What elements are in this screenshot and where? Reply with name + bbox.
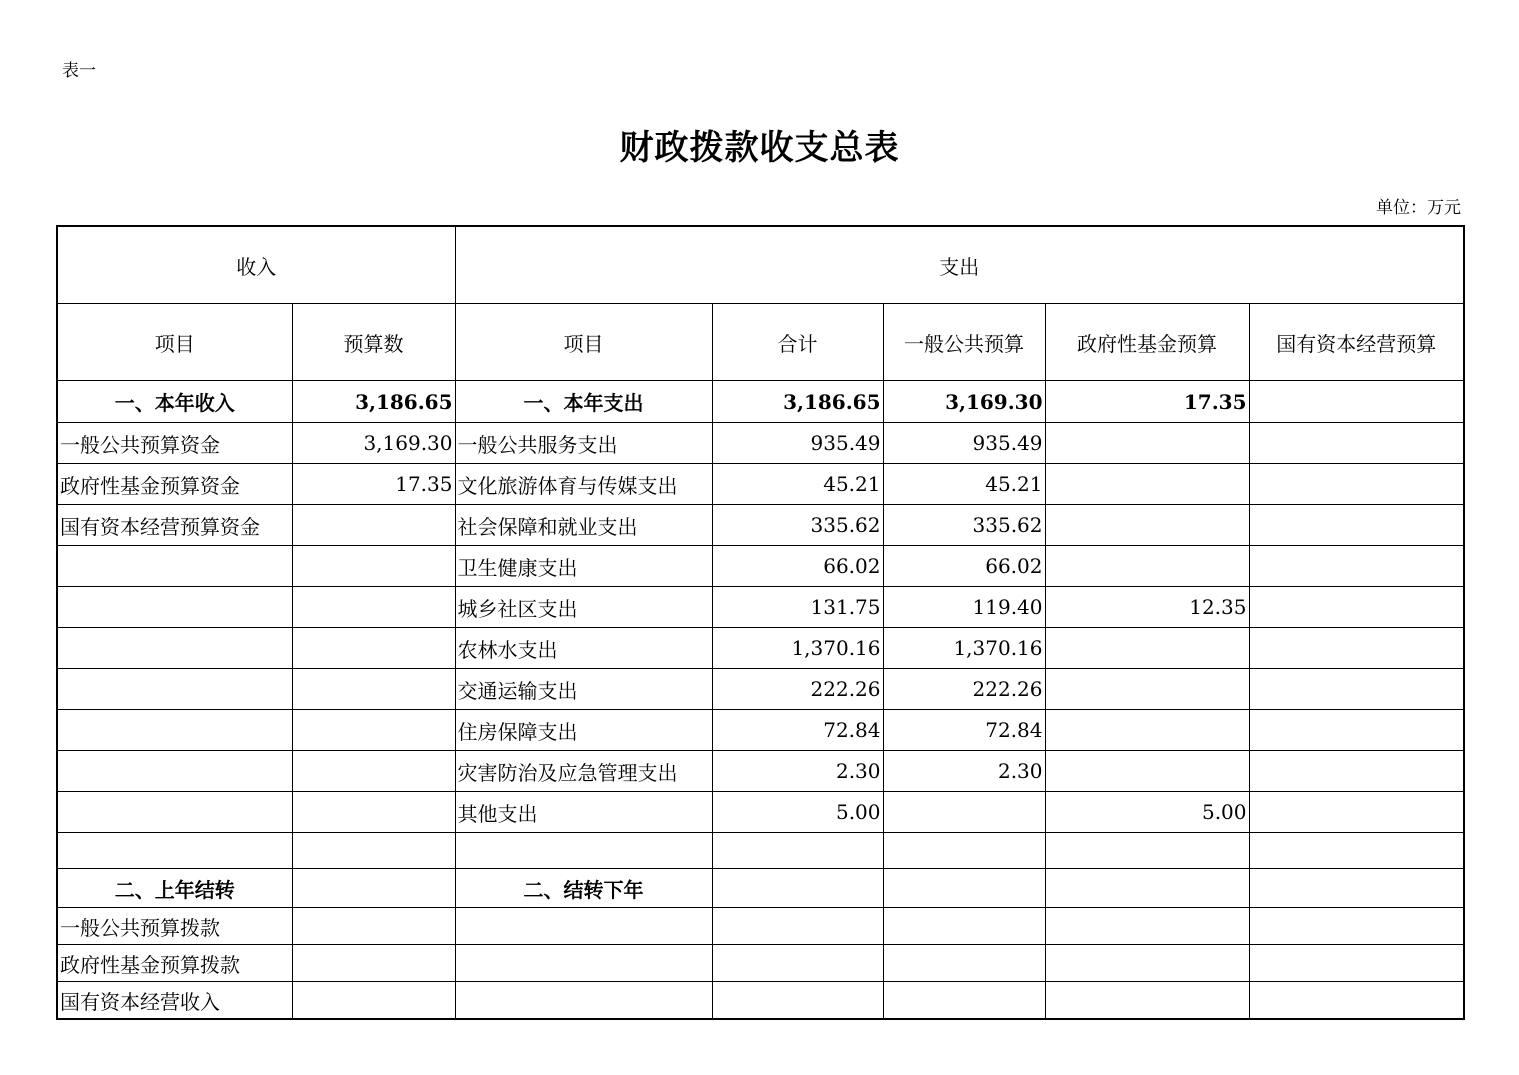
expense-capital: [1249, 423, 1464, 464]
table-row: [57, 792, 1464, 833]
expense-capital: [1249, 710, 1464, 751]
table-row: [57, 628, 1464, 669]
expense-general: 1,370.16: [883, 628, 1045, 669]
blank-cell: [712, 982, 883, 1020]
income-section-header: 收入: [57, 226, 455, 304]
carryover-item: 国有资本经营收入: [57, 982, 292, 1020]
general-budget-header: 一般公共预算: [883, 304, 1045, 381]
table-row: [57, 587, 1464, 628]
income-value: [292, 628, 455, 669]
current-year-fund: 17.35: [1045, 381, 1249, 423]
expense-general: 222.26: [883, 669, 1045, 710]
expense-item: 城乡社区支出: [455, 587, 712, 628]
expense-general: 2.30: [883, 751, 1045, 792]
expense-total: 5.00: [712, 792, 883, 833]
blank-cell: [292, 982, 455, 1020]
income-item: [57, 587, 292, 628]
expense-capital: [1249, 628, 1464, 669]
expense-total: 1,370.16: [712, 628, 883, 669]
blank-cell: [712, 908, 883, 945]
expense-fund: [1045, 669, 1249, 710]
blank-cell: [712, 869, 883, 908]
expense-item: 文化旅游体育与传媒支出: [455, 464, 712, 505]
income-value: 3,169.30: [292, 423, 455, 464]
expense-general: 335.62: [883, 505, 1045, 546]
blank-cell: [292, 945, 455, 982]
expense-fund: [1045, 464, 1249, 505]
blank-cell: [712, 833, 883, 869]
expense-total: 335.62: [712, 505, 883, 546]
expense-fund: [1045, 751, 1249, 792]
expense-item: 农林水支出: [455, 628, 712, 669]
current-year-row: [57, 381, 1464, 423]
total-header: 合计: [712, 304, 883, 381]
blank-cell: [292, 833, 455, 869]
income-item-header: 项目: [57, 304, 292, 381]
expense-item: 交通运输支出: [455, 669, 712, 710]
income-value: [292, 792, 455, 833]
blank-cell: [883, 945, 1045, 982]
expense-fund: [1045, 710, 1249, 751]
income-value: [292, 669, 455, 710]
expense-capital: [1249, 792, 1464, 833]
income-item: [57, 792, 292, 833]
income-item: [57, 751, 292, 792]
income-item: [57, 669, 292, 710]
expense-general: 72.84: [883, 710, 1045, 751]
blank-cell: [883, 908, 1045, 945]
fund-budget-header: 政府性基金预算: [1045, 304, 1249, 381]
table-row: [57, 423, 1464, 464]
income-budget-header: 预算数: [292, 304, 455, 381]
expense-fund: 5.00: [1045, 792, 1249, 833]
expense-capital: [1249, 669, 1464, 710]
income-value: [292, 710, 455, 751]
expense-capital: [1249, 546, 1464, 587]
blank-cell: [1249, 833, 1464, 869]
table-row: [57, 669, 1464, 710]
expense-total: 2.30: [712, 751, 883, 792]
current-year-general: 3,169.30: [883, 381, 1045, 423]
blank-cell: [1045, 908, 1249, 945]
expense-general: 66.02: [883, 546, 1045, 587]
expense-capital: [1249, 464, 1464, 505]
expense-capital: [1249, 505, 1464, 546]
blank-cell: [455, 908, 712, 945]
income-item: [57, 628, 292, 669]
income-item: [57, 710, 292, 751]
carryover-income-label: 二、上年结转: [57, 869, 292, 908]
income-value: 17.35: [292, 464, 455, 505]
blank-row: [57, 833, 1464, 869]
expense-item-header: 项目: [455, 304, 712, 381]
current-year-expense-label: 一、本年支出: [455, 381, 712, 423]
expense-item: 卫生健康支出: [455, 546, 712, 587]
carryover-item-row: [57, 982, 1464, 1020]
page-title: 财政拨款收支总表: [619, 128, 900, 168]
blank-cell: [1045, 982, 1249, 1020]
income-item: 政府性基金预算资金: [57, 464, 292, 505]
expense-total: 72.84: [712, 710, 883, 751]
expense-fund: 12.35: [1045, 587, 1249, 628]
expense-total: 222.26: [712, 669, 883, 710]
expense-total: 45.21: [712, 464, 883, 505]
blank-cell: [1045, 945, 1249, 982]
carryover-expense-label: 二、结转下年: [455, 869, 712, 908]
expense-item: 社会保障和就业支出: [455, 505, 712, 546]
carryover-item-row: [57, 908, 1464, 945]
income-value: [292, 751, 455, 792]
expense-item: 灾害防治及应急管理支出: [455, 751, 712, 792]
blank-cell: [455, 945, 712, 982]
blank-cell: [883, 869, 1045, 908]
blank-cell: [1249, 869, 1464, 908]
carryover-item: 一般公共预算拨款: [57, 908, 292, 945]
table-row: [57, 546, 1464, 587]
carryover-row: [57, 869, 1464, 908]
blank-cell: [712, 945, 883, 982]
income-value: [292, 505, 455, 546]
expense-general: 45.21: [883, 464, 1045, 505]
expense-fund: [1045, 423, 1249, 464]
current-year-capital: [1249, 381, 1464, 423]
expense-total: 66.02: [712, 546, 883, 587]
blank-cell: [883, 982, 1045, 1020]
current-year-income-value: 3,186.65: [292, 381, 455, 423]
income-value: [292, 546, 455, 587]
blank-cell: [1249, 908, 1464, 945]
expense-section-header: 支出: [455, 226, 1464, 304]
income-item: [57, 546, 292, 587]
income-item: 一般公共预算资金: [57, 423, 292, 464]
blank-cell: [1249, 945, 1464, 982]
expense-total: 935.49: [712, 423, 883, 464]
blank-cell: [292, 869, 455, 908]
table-row: [57, 505, 1464, 546]
sheet-label: 表一: [62, 61, 96, 81]
blank-cell: [1045, 869, 1249, 908]
expense-item: 一般公共服务支出: [455, 423, 712, 464]
expense-general: 119.40: [883, 587, 1045, 628]
blank-cell: [1249, 982, 1464, 1020]
expense-fund: [1045, 546, 1249, 587]
blank-cell: [883, 833, 1045, 869]
carryover-item-row: [57, 945, 1464, 982]
table-row: [57, 464, 1464, 505]
blank-cell: [292, 908, 455, 945]
table-row: [57, 751, 1464, 792]
expense-total: 131.75: [712, 587, 883, 628]
blank-cell: [1045, 833, 1249, 869]
income-item: 国有资本经营预算资金: [57, 505, 292, 546]
table-row: [57, 710, 1464, 751]
blank-cell: [455, 833, 712, 869]
carryover-item: 政府性基金预算拨款: [57, 945, 292, 982]
expense-general: [883, 792, 1045, 833]
expense-item: 其他支出: [455, 792, 712, 833]
expense-general: 935.49: [883, 423, 1045, 464]
current-year-income-label: 一、本年收入: [57, 381, 292, 423]
expense-fund: [1045, 628, 1249, 669]
blank-cell: [455, 982, 712, 1020]
unit-label: 单位：万元: [1376, 198, 1461, 218]
income-value: [292, 587, 455, 628]
budget-summary-table: [56, 225, 1465, 1020]
expense-item: 住房保障支出: [455, 710, 712, 751]
expense-capital: [1249, 751, 1464, 792]
expense-fund: [1045, 505, 1249, 546]
expense-capital: [1249, 587, 1464, 628]
current-year-total: 3,186.65: [712, 381, 883, 423]
blank-cell: [57, 833, 292, 869]
state-capital-budget-header: 国有资本经营预算: [1249, 304, 1464, 381]
